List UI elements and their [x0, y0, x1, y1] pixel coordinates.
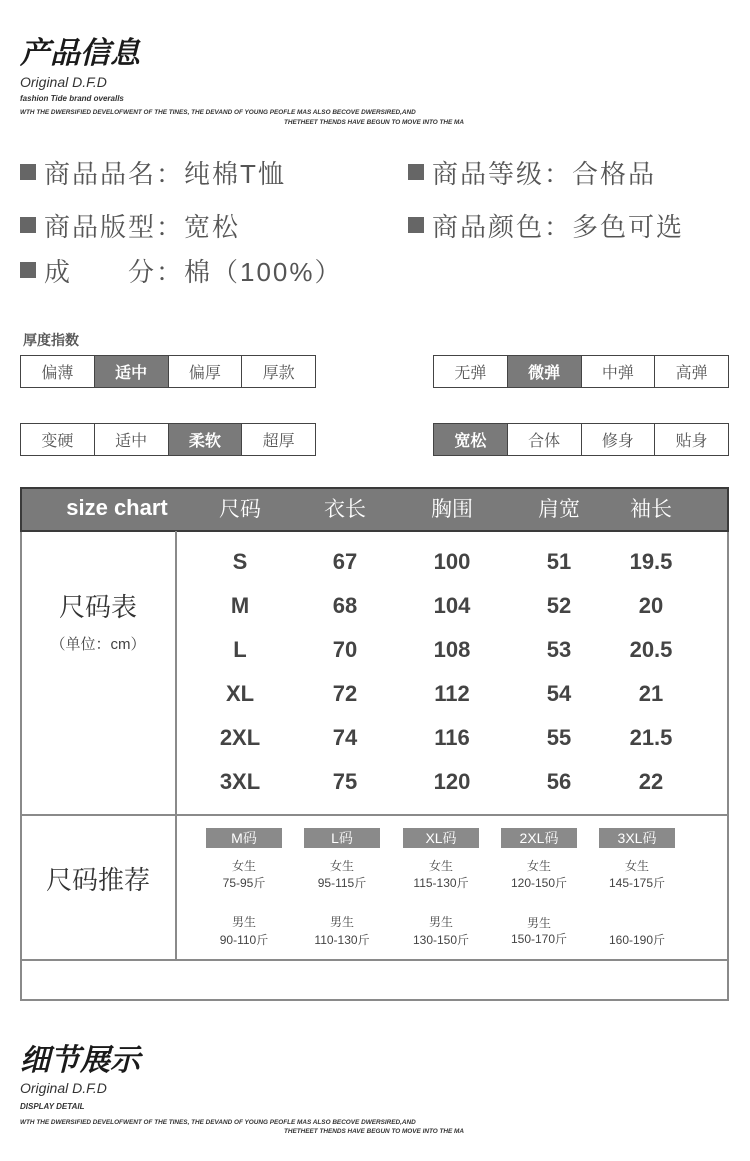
spec-value: 纯棉T恤 — [184, 158, 286, 189]
cell-sleeve: 20 — [638, 593, 664, 618]
size-badge: 3XL码 — [599, 828, 675, 848]
size-badge: L码 — [304, 828, 380, 848]
table-row — [20, 769, 729, 795]
male-label: 男生 — [428, 915, 453, 929]
cell-shoulder: 53 — [546, 637, 572, 662]
table-row — [20, 681, 729, 707]
option-high-stretch: 高弹 — [654, 356, 728, 387]
recommend-item — [199, 828, 289, 953]
option-thick: 偏厚 — [168, 356, 242, 387]
cell-length: 74 — [332, 725, 358, 750]
size-badge: M码 — [206, 828, 282, 848]
column-header-shoulder: 肩宽 — [538, 498, 580, 521]
square-bullet-icon — [20, 262, 36, 278]
cell-shoulder: 52 — [546, 593, 572, 618]
female-weight: 95-115斤 — [317, 876, 367, 890]
cell-length: 75 — [332, 769, 358, 794]
male-weight: 150-170斤 — [510, 932, 568, 946]
size-table-unit: （单位：cm） — [50, 636, 146, 653]
option-slim: 修身 — [581, 424, 655, 455]
female-weight: 75-95斤 — [222, 876, 266, 890]
spec-label: 商品颜色： — [432, 211, 573, 242]
option-tight: 贴身 — [654, 424, 728, 455]
cell-length: 68 — [332, 593, 358, 618]
spec-value: 多色可选 — [572, 211, 685, 242]
spec-value: 合格品 — [572, 158, 657, 189]
cell-sleeve: 21.5 — [629, 725, 673, 750]
male-weight: 90-110斤 — [219, 933, 269, 947]
size-chart-label: size chart — [66, 495, 168, 520]
cell-size: XL — [225, 681, 255, 706]
cell-shoulder: 54 — [546, 681, 572, 706]
thickness-index-label: 厚度指数 — [23, 332, 79, 348]
cell-sleeve: 19.5 — [629, 549, 673, 574]
male-weight: 110-130斤 — [314, 933, 370, 947]
cell-length: 70 — [332, 637, 358, 662]
section-title: 细节展示 — [20, 1044, 140, 1077]
female-label: 女生 — [329, 859, 354, 873]
recommend-item — [494, 828, 584, 953]
softness-scale — [20, 423, 316, 456]
table-row — [20, 637, 729, 663]
recommend-item — [396, 828, 486, 953]
female-label: 女生 — [624, 859, 649, 873]
option-medium: 适中 — [94, 356, 168, 387]
size-badge: 2XL码 — [501, 828, 577, 848]
cell-sleeve: 21 — [638, 681, 664, 706]
option-extra-thick: 超厚 — [241, 424, 315, 455]
cell-chest: 120 — [433, 769, 471, 794]
square-bullet-icon — [20, 217, 36, 233]
section-subtitle: Original D.F.D — [20, 74, 107, 90]
female-weight: 120-150斤 — [510, 876, 568, 890]
elasticity-scale — [433, 355, 729, 388]
cell-sleeve: 20.5 — [629, 637, 673, 662]
male-weight: 160-190斤 — [608, 933, 666, 947]
square-bullet-icon — [408, 217, 424, 233]
option-loose: 宽松 — [434, 424, 507, 455]
option-medium-stretch: 中弹 — [581, 356, 655, 387]
section-tagline: fashion Tide brand overalls — [20, 94, 124, 103]
option-moderate: 适中 — [94, 424, 168, 455]
size-chart-table — [20, 487, 729, 1001]
cell-shoulder: 55 — [546, 725, 572, 750]
table-row — [20, 593, 729, 619]
cell-length: 67 — [332, 549, 358, 574]
male-label: 男生 — [231, 915, 256, 929]
table-header — [20, 487, 729, 532]
size-table-title: 尺码表 — [58, 592, 138, 622]
cell-length: 72 — [332, 681, 358, 706]
male-weight: 130-150斤 — [412, 933, 470, 947]
cell-size: 3XL — [219, 769, 261, 794]
recommend-item — [297, 828, 387, 953]
female-weight: 115-130斤 — [413, 876, 469, 890]
option-heavy: 厚款 — [241, 356, 315, 387]
fit-scale — [433, 423, 729, 456]
cell-chest: 100 — [433, 549, 471, 574]
section-title: 产品信息 — [20, 37, 140, 70]
cell-shoulder: 56 — [546, 769, 572, 794]
square-bullet-icon — [20, 164, 36, 180]
table-row — [20, 549, 729, 575]
option-soft: 柔软 — [168, 424, 242, 455]
recommend-item — [592, 828, 682, 953]
option-thin: 偏薄 — [41, 365, 74, 382]
option-slight-stretch: 微弹 — [507, 356, 581, 387]
cell-chest: 108 — [433, 637, 471, 662]
option-regular: 合体 — [507, 424, 581, 455]
cell-size: M — [230, 593, 250, 618]
cell-chest: 104 — [433, 593, 471, 618]
size-recommend-title: 尺码推荐 — [45, 865, 151, 895]
female-label: 女生 — [526, 859, 551, 873]
spec-value: 棉（100%） — [184, 256, 343, 287]
spec-product-grade — [408, 157, 656, 187]
column-header-chest: 胸围 — [431, 498, 473, 521]
option-stiff: 变硬 — [41, 433, 74, 450]
size-badge: XL码 — [403, 828, 479, 848]
female-label: 女生 — [231, 859, 256, 873]
male-label: 男生 — [526, 916, 551, 930]
female-label: 女生 — [428, 859, 453, 873]
option-no-stretch: 无弹 — [454, 365, 487, 382]
spec-material — [20, 255, 343, 285]
spec-label: 成 分： — [44, 256, 185, 287]
cell-size: 2XL — [219, 725, 261, 750]
spec-product-color — [408, 210, 684, 240]
section-blurb-line: WTH THE DWERSIFIED DEVELOFWENT OF THE TINES, THE DEVAND OF YOUNG PEOFLE MAS ALSO BECOVE DWERSIRED,AND — [20, 1119, 416, 1126]
cell-shoulder: 51 — [546, 549, 572, 574]
male-label: 男生 — [329, 915, 354, 929]
column-header-size: 尺码 — [219, 498, 261, 521]
cell-chest: 112 — [434, 681, 470, 706]
cell-sleeve: 22 — [638, 769, 664, 794]
spec-label: 商品品名： — [44, 158, 185, 189]
cell-chest: 116 — [434, 725, 470, 750]
section-subtitle: Original D.F.D — [20, 1080, 107, 1096]
row-divider — [20, 814, 729, 816]
section-tagline: DISPLAY DETAIL — [20, 1102, 85, 1111]
column-header-length: 衣长 — [324, 498, 366, 521]
spec-label: 商品版型： — [44, 211, 185, 242]
thickness-scale — [20, 355, 316, 388]
table-row — [20, 725, 729, 751]
column-header-sleeve: 袖长 — [630, 498, 672, 521]
section-blurb-line: THETHEET THENDS HAVE BEGUN TO MOVE INTO THE MA — [283, 119, 464, 126]
section-blurb-line: WTH THE DWERSIFIED DEVELOFWENT OF THE TINES, THE DEVAND OF YOUNG PEOFLE MAS ALSO BECOVE DWERSIRED,AND — [20, 109, 416, 116]
spec-product-fit — [20, 210, 240, 240]
row-divider — [20, 959, 729, 961]
cell-size: L — [233, 637, 247, 662]
square-bullet-icon — [408, 164, 424, 180]
spec-value: 宽松 — [184, 211, 241, 242]
cell-size: S — [232, 549, 248, 574]
spec-label: 商品等级： — [432, 158, 573, 189]
spec-product-name — [20, 157, 286, 187]
female-weight: 145-175斤 — [608, 876, 666, 890]
section-blurb-line: THETHEET THENDS HAVE BEGUN TO MOVE INTO THE MA — [283, 1128, 464, 1135]
